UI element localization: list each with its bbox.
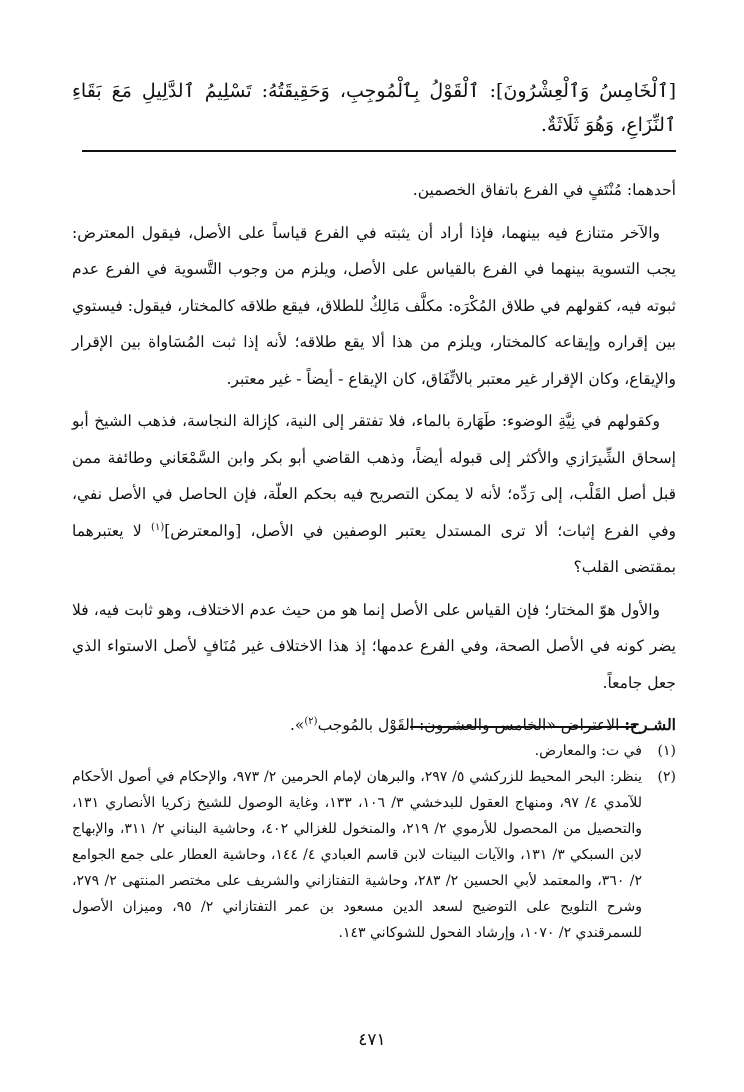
paragraph-4: والأول هوّ المختار؛ فإن القياس على الأصل إنما هو من حيث عدم الاختلاف، وهو ثابت فيه، فلا يضر كونه في الأصل الصحة، وفي الفرع عدمها؛ إذ هذا الاختلاف غير مُنَافٍ لأصل الاستواء الذي جعل جامعاً. bbox=[72, 600, 677, 692]
footnote-text: ينظر: البحر المحيط للزركشي ٥/ ٢٩٧، والبرهان لإمام الحرمين ٢/ ٩٧٣، والإحكام في أصول الأحكام للآمدي ٤/ ٩٧، ومنهاج العقول للبدخشي ٣/ ١٠٦، ١٣٣، وغاية الوصول للشيخ زكريا الأنصاري ١٣١، والتحصيل من المحصول للأرموي ٢/ ٢١٩، والمنخول للغزالي ٤٠٢، وحاشية البناني ٢/ ٣١١، والإبهاج لابن السبكي ٣/ ١٣١، والآيات البينات لابن قاسم العبادي ٤/ ١٤٤، وحاشية العطار على جمع الجوامع ٢/ ٣٦٠، والمعتمد لأبي الحسين ٢/ ٢٨٣، وحاشية التفتازاني والشريف على مختصر المنتهى ٢/ ٢٧٩، وشرح التلويح على التوضيح لسعد الدين مسعود بن عمر التفتازاني ٢/ ٩٥، وميزان الأصول للسمرقندي ٢/ ١٠٧٠، وإرشاد الفحول للشوكاني ١٤٣. bbox=[72, 769, 643, 941]
paragraph-3-tail: لا يعتبرهما بمقتضى القلب؟ bbox=[72, 521, 676, 576]
paragraph-3 bbox=[72, 403, 676, 586]
footnote-divider bbox=[410, 726, 636, 728]
footnote-item bbox=[72, 764, 676, 946]
commentary-body bbox=[72, 172, 676, 750]
paragraph-2: والآخر متنازع فيه بينهما، فإذا أراد أن يثبته في الفرع قياساً على الأصل، فيقول المعترض: يجب التسوية بينهما في الفرع بالقياس على الأصل، ويلزم من وجوب التَّسوية في الفرع عدم ثبوته فيه، كقولهم في طلاق المُكْرَه: مكلَّف مَالِكٌ للطلاق، فيقع طلاقه كالمختار، فيقول: فيستوي بين إقراره وإيقاعه كالمختار، ويلزم من هذا ألا يقع طلاقه؛ لأنه إذا ثبت المُسَاواة بين الإقرار والإيقاع، وكان الإقرار غير معتبر بالاتِّفَاق، كان الإيقاع - أيضاً - غير معتبر. bbox=[72, 223, 676, 388]
footnote-number: (٢) bbox=[657, 769, 676, 785]
paragraph-1: أحدهما: مُنْتَفٍ في الفرع باتفاق الخصمين. bbox=[412, 181, 676, 199]
footnote-text: في ت: والمعارض. bbox=[534, 743, 642, 759]
sharh-tail: ». bbox=[289, 716, 305, 734]
footnotes bbox=[72, 738, 676, 946]
sharh-label: الشـرح: bbox=[624, 715, 676, 734]
top-divider bbox=[82, 150, 676, 152]
page-number: ٤٧١ bbox=[358, 1030, 386, 1050]
footnote-ref-2[interactable]: (٢) bbox=[304, 715, 318, 727]
footnote-ref-1[interactable]: (١) bbox=[151, 521, 165, 533]
sharh-text: الاعتراض «الخامس والعشرون: القَوْل بالمُوجب bbox=[317, 716, 625, 734]
footnote-number: (١) bbox=[657, 743, 676, 759]
section-heading: [ٱلْخَامِسُ وَٱلْعِشْرُونَ]: ٱلْقَوْلُ بِٱلْمُوجِبِ، وَحَقِيقَتُهُ: تَسْلِيمُ ٱلدَّلِيلِ مَعَ بَقَاءِ ٱلنِّزَاعِ، وَهُوَ ثَلَاثَةٌ. bbox=[72, 80, 676, 136]
footnote-item bbox=[72, 738, 676, 764]
paragraph-3-text: وكقولهم في نِيَّةِ الوضوء: طَهَارة بالماء، فلا تفتقر إلى النية، كإزالة النجاسة، فذهب الشيخ أبو إسحاق الشِّيرَازي والأكثر إلى قبوله أيضاً، وذهب القاضي أبو بكر وابن السَّمْعَاني وطائفة ممن قبل أصل القَلْب، إلى رَدِّه؛ لأنه لا يمكن التصريح فيه بحكم العلّة، فإن الحاصل في الأصل نفي، وفي الفرع إثبات؛ ألا ترى المستدل يعتبر الوصفين في الأصل، [والمعترض] bbox=[72, 412, 677, 540]
